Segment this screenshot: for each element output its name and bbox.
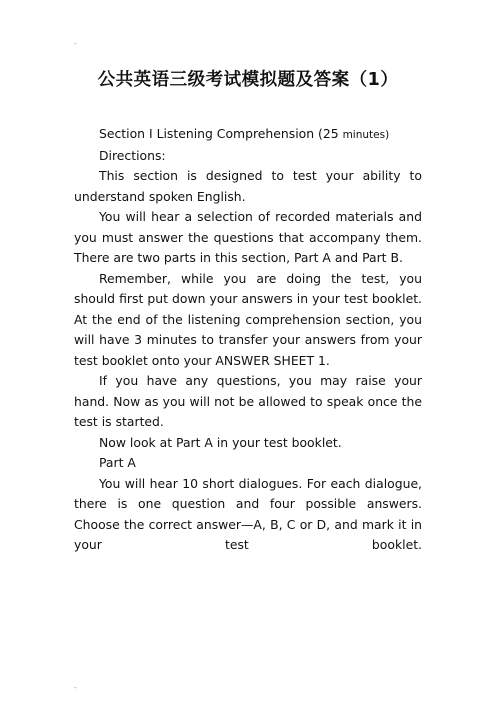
document-body <box>74 124 422 556</box>
top-page-mark: - <box>74 39 77 48</box>
section-heading-minutes: minutes) <box>342 129 390 141</box>
paragraph-look-part-a: Now look at Part A in your test booklet. <box>99 434 342 450</box>
paragraph-questions: If you have any questions, you may raise your hand. Now as you will not be allowed to speak once the test is started. <box>74 373 422 429</box>
section-heading <box>74 124 422 146</box>
document-title: 公共英语三级考试模拟题及答案（1） <box>97 70 399 90</box>
paragraph-part-a-label: Part A <box>99 455 136 470</box>
paragraph-intro: This section is designed to test your ability to understand spoken English. <box>74 168 422 204</box>
paragraph-directions: Directions: <box>99 147 166 163</box>
paragraph-parts: You will hear a selection of recorded materials and you must answer the questions that accompany them. There are two parts in this section, Part A and Part B. <box>74 209 422 265</box>
bottom-page-mark: - <box>74 683 77 692</box>
section-heading-main: Section I Listening Comprehension (25 <box>99 126 343 141</box>
paragraph-part-a-instructions: You will hear 10 short dialogues. For each dialogue, there is one question and four possible answers. Choose the correct answer—A, B, C or D, and mark it in your test booklet. <box>74 475 422 552</box>
paragraph-remember: Remember, while you are doing the test, you should first put down your answers in your test booklet. At the end of the listening comprehension section, you will have 3 minutes to transfer your answers from your test booklet onto your ANSWER SHEET 1. <box>74 270 422 368</box>
